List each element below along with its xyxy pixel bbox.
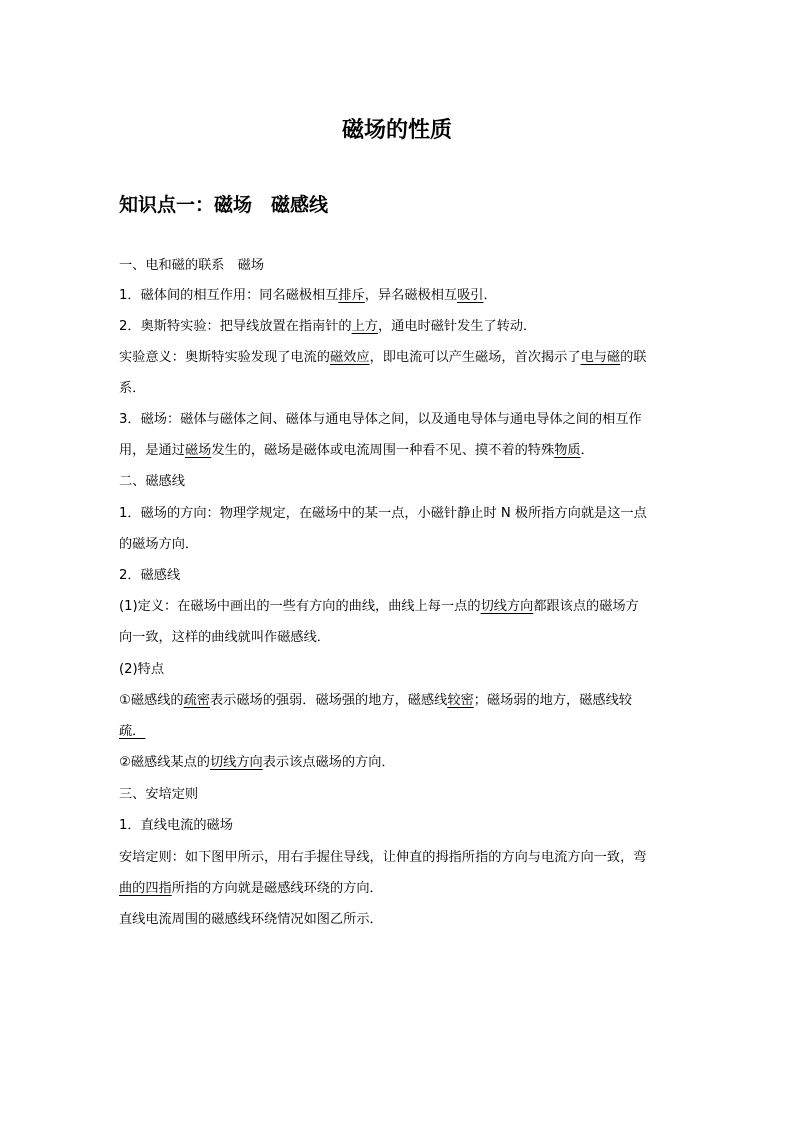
section-heading: 知识点一：磁场 磁感线 [119,194,329,216]
ampere-rule: 安培定则：如下图甲所示，用右手握住导线，让伸直的拇指所指的方向与电流方向一致，弯 [119,850,647,865]
answer-blank: 磁场 [184,443,212,458]
feature-2: ②磁感线某点的切线方向表示该点磁场的方向． [119,755,395,770]
part3-heading: 三、安培定则 [119,787,199,802]
features-heading: (2)特点 [119,662,165,677]
part1-item2: 2．奥斯特实验：把导线放置在指南针的上方，通电时磁针发生了转动． [119,319,537,334]
feature-1-cont [119,722,679,742]
part2-item1-cont: 的磁场方向． [119,537,199,552]
answer-blank: 排斥 [338,288,365,303]
answer-blank: 切线方向 [209,755,263,770]
answer-blank: 电与磁 [580,350,621,365]
part2-heading: 二、磁感线 [119,474,185,489]
answer-blank: 上方 [351,319,378,334]
answer-blank: 较密 [447,693,474,708]
part1-item3: 3．磁场：磁体与磁体之间、磁体与通电导体之间，以及通电导体与通电导体之间的相互作 [119,412,642,427]
page-title: 磁场的性质 [341,118,452,143]
answer-blank: 吸引 [457,288,484,303]
answer-blank: 疏密 [183,693,210,708]
part1-item1: 1．磁体间的相互作用：同名磁极相互排斥，异名磁极相互吸引． [119,288,497,303]
ampere-rule-cont: 曲的四指所指的方向就是磁感线环绕的方向． [119,881,383,896]
part1-item3-cont: 用，是通过磁场发生的，磁场是磁体或电流周围一种看不见、摸不着的特殊物质． [119,443,594,458]
part1-heading: 一、电和磁的联系 磁场 [119,258,265,273]
answer-blank: 疏． [119,724,146,739]
experiment-meaning-cont: 系． [119,381,146,396]
figure-note: 直线电流周围的磁感线环绕情况如图乙所示． [119,912,383,927]
part2-item1: 1．磁场的方向：物理学规定，在磁场中的某一点，小磁针静止时 N 极所指方向就是这一点 [119,506,647,521]
definition: (1)定义：在磁场中画出的一些有方向的曲线，曲线上每一点的切线方向都跟该点的磁场方 [119,599,639,614]
experiment-meaning: 实验意义：奥斯特实验发现了电流的磁效应，即电流可以产生磁场，首次揭示了电与磁的联 [119,350,647,365]
answer-blank: 物质 [554,443,581,458]
part3-item1: 1．直线电流的磁场 [119,818,233,833]
answer-blank: 磁效应 [330,350,370,365]
feature-1: ①磁感线的疏密表示磁场的强弱．磁场强的地方，磁感线较密；磁场弱的地方，磁感线较 [119,693,632,708]
part2-item2: 2．磁感线 [119,568,181,583]
answer-blank: 切线方向 [480,599,534,614]
definition-cont: 向一致，这样的曲线就叫作磁感线． [119,630,330,645]
answer-blank: 曲的四指 [119,881,172,896]
